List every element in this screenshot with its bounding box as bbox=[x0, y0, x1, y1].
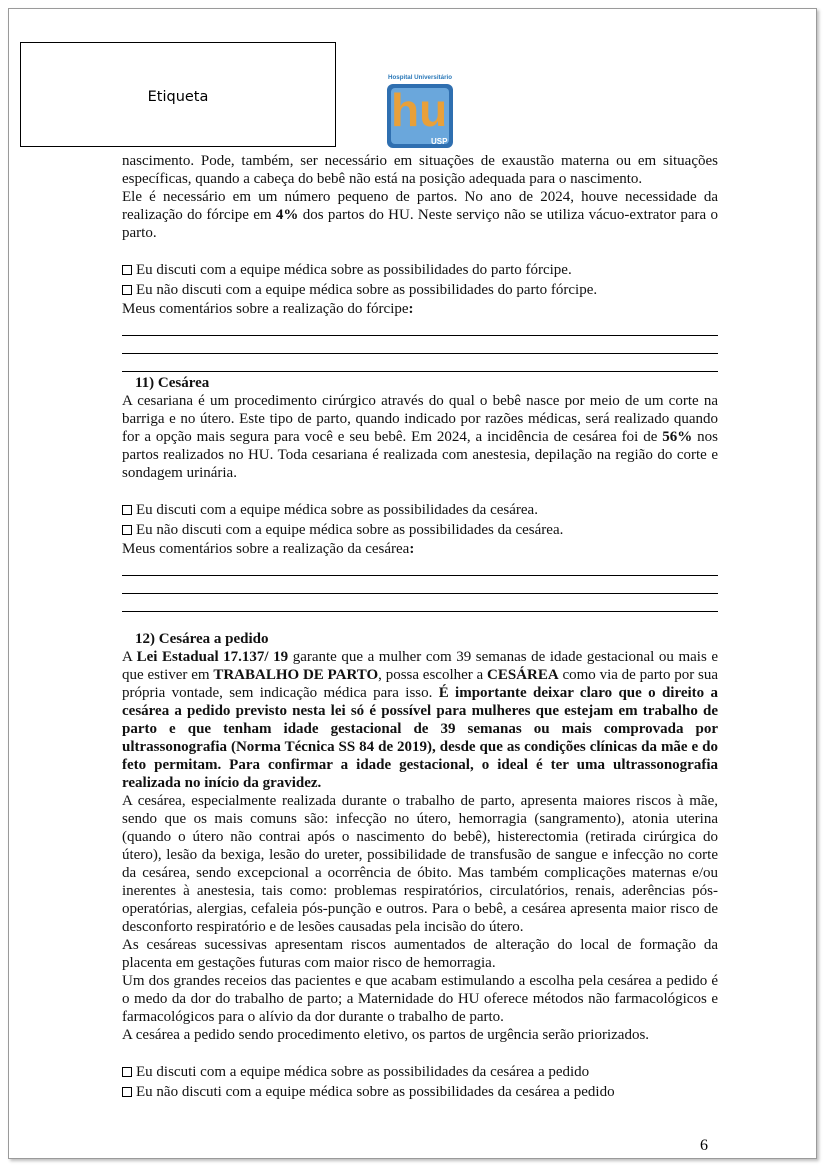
logo-usp: USP bbox=[431, 137, 448, 146]
forceps-check-no: Eu não discuti com a equipe médica sobre as possibilidades do parto fórcipe. bbox=[122, 280, 718, 300]
cesarea-pedido-paragraph-2: A cesárea, especialmente realizada durante o trabalho de parto, apresenta maiores riscos à mãe, sendo que os mais comuns são: infecção no útero, hemorragia (sangramento), atonia uterina (quando o útero não contrai após o nascimento do bebê), histerectomia (retirada cirúrgica do útero), lesão da bexiga, lesão do ureter, possibilidade de transfusão de sangue e infecção no corte da cesárea, sendo excepcional a ocorrência de óbito. Mas também complicações maternas e/ou inerentes à anestesia, tais como: problemas respiratórios, circulatórios, renais, aderências pós-operatórias, alergias, cefaleia pós-punção e outros. Para o bebê, a cesárea apresenta maior risco de desconforto respiratório e de lesões causadas pela incisão do útero. bbox=[122, 793, 718, 935]
section-12-heading: 12) Cesárea a pedido bbox=[135, 631, 269, 647]
label-box bbox=[20, 42, 336, 147]
comment-line[interactable] bbox=[122, 354, 718, 372]
checkbox[interactable] bbox=[122, 285, 132, 295]
cesarea-check-no: Eu não discuti com a equipe médica sobre as possibilidades da cesárea. bbox=[122, 520, 718, 540]
forceps-comments-label: Meus comentários sobre a realização do fórcipe: bbox=[122, 301, 414, 317]
forceps-paragraph-2: Ele é necessário em um número pequeno de partos. No ano de 2024, houve necessidade da realização do fórcipe em 4% dos partos do HU. Neste serviço não se utiliza vácuo-extrator para o parto. bbox=[122, 189, 719, 241]
comment-line[interactable] bbox=[122, 318, 718, 336]
label-box-text: Etiqueta bbox=[147, 89, 209, 105]
forceps-check-yes: Eu discuti com a equipe médica sobre as possibilidades do parto fórcipe. bbox=[122, 260, 718, 280]
checkbox[interactable] bbox=[122, 1087, 132, 1097]
cesarea-check-yes: Eu discuti com a equipe médica sobre as possibilidades da cesárea. bbox=[122, 500, 718, 520]
cesarea-pedido-paragraph-4: Um dos grandes receios das pacientes e que acabam estimulando a escolha pela cesárea a pedido é o medo da dor do trabalho de parto; a Maternidade do HU oferece métodos não farmacológicos e farmacológicos para o alívio da dor durante o trabalho de parto. bbox=[122, 973, 718, 1025]
cesarea-paragraph: A cesariana é um procedimento cirúrgico através do qual o bebê nasce por meio de um corte na barriga e no útero. Este tipo de parto, quando indicado por razões médicas, será realizado quando for a opção mais segura para você e seu bebê. Em 2024, a incidência de cesárea foi de 56% nos partos realizados no HU. Toda cesariana é realizada com anestesia, depilação na região do corte e sondagem urinária. bbox=[122, 393, 718, 481]
cesarea-pedido-paragraph-3: As cesáreas sucessivas apresentam riscos aumentados de alteração do local de formação da placenta em gestações futuras com maior risco de hemorragia. bbox=[122, 937, 718, 971]
checkbox[interactable] bbox=[122, 525, 132, 535]
checkbox[interactable] bbox=[122, 505, 132, 515]
cesarea-comments-label: Meus comentários sobre a realização da cesárea: bbox=[122, 541, 415, 557]
section-11-heading: 11) Cesárea bbox=[135, 375, 210, 391]
cesarea-pedido-paragraph-5: A cesárea a pedido sendo procedimento eletivo, os partos de urgência serão priorizados. bbox=[122, 1027, 650, 1043]
page-number: 6 bbox=[700, 1137, 708, 1154]
forceps-paragraph-1: nascimento. Pode, também, ser necessário em situações de exaustão materna ou em situações específicas, quando a cabeça do bebê não está na posição adequada para o nascimento. bbox=[122, 153, 718, 187]
checkbox[interactable] bbox=[122, 265, 132, 275]
comment-line[interactable] bbox=[122, 558, 718, 576]
logo-caption: Hospital Universitário bbox=[388, 74, 452, 81]
comment-line[interactable] bbox=[122, 336, 718, 354]
comment-line[interactable] bbox=[122, 594, 718, 612]
document-body bbox=[122, 152, 718, 1102]
comment-line[interactable] bbox=[122, 576, 718, 594]
cesarea-pedido-paragraph-1: A Lei Estadual 17.137/ 19 garante que a mulher com 39 semanas de idade gestacional ou mais e que estiver em TRABALHO DE PARTO, possa escolher a CESÁREA como via de parto por sua própria vontade, sem indicação médica para isso. É importante deixar claro que o direito a cesárea a pedido previsto nesta lei só é possível para mulheres que estejam em trabalho de parto e que tenham idade gestacional de 39 semanas ou mais comprovada por ultrassonografia (Norma Técnica SS 84 de 2019), desde que as condições clínicas da mãe e do feto permitam. Para confirmar a idade gestacional, o ideal é ter uma ultrassonografia realizada no início da gravidez. bbox=[122, 649, 718, 791]
cesarea-pedido-check-no: Eu não discuti com a equipe médica sobre as possibilidades da cesárea a pedido bbox=[122, 1082, 718, 1102]
hospital-logo-icon bbox=[383, 74, 457, 150]
checkbox[interactable] bbox=[122, 1067, 132, 1077]
logo-letters: hu bbox=[391, 84, 448, 136]
cesarea-pedido-check-yes: Eu discuti com a equipe médica sobre as possibilidades da cesárea a pedido bbox=[122, 1062, 718, 1082]
